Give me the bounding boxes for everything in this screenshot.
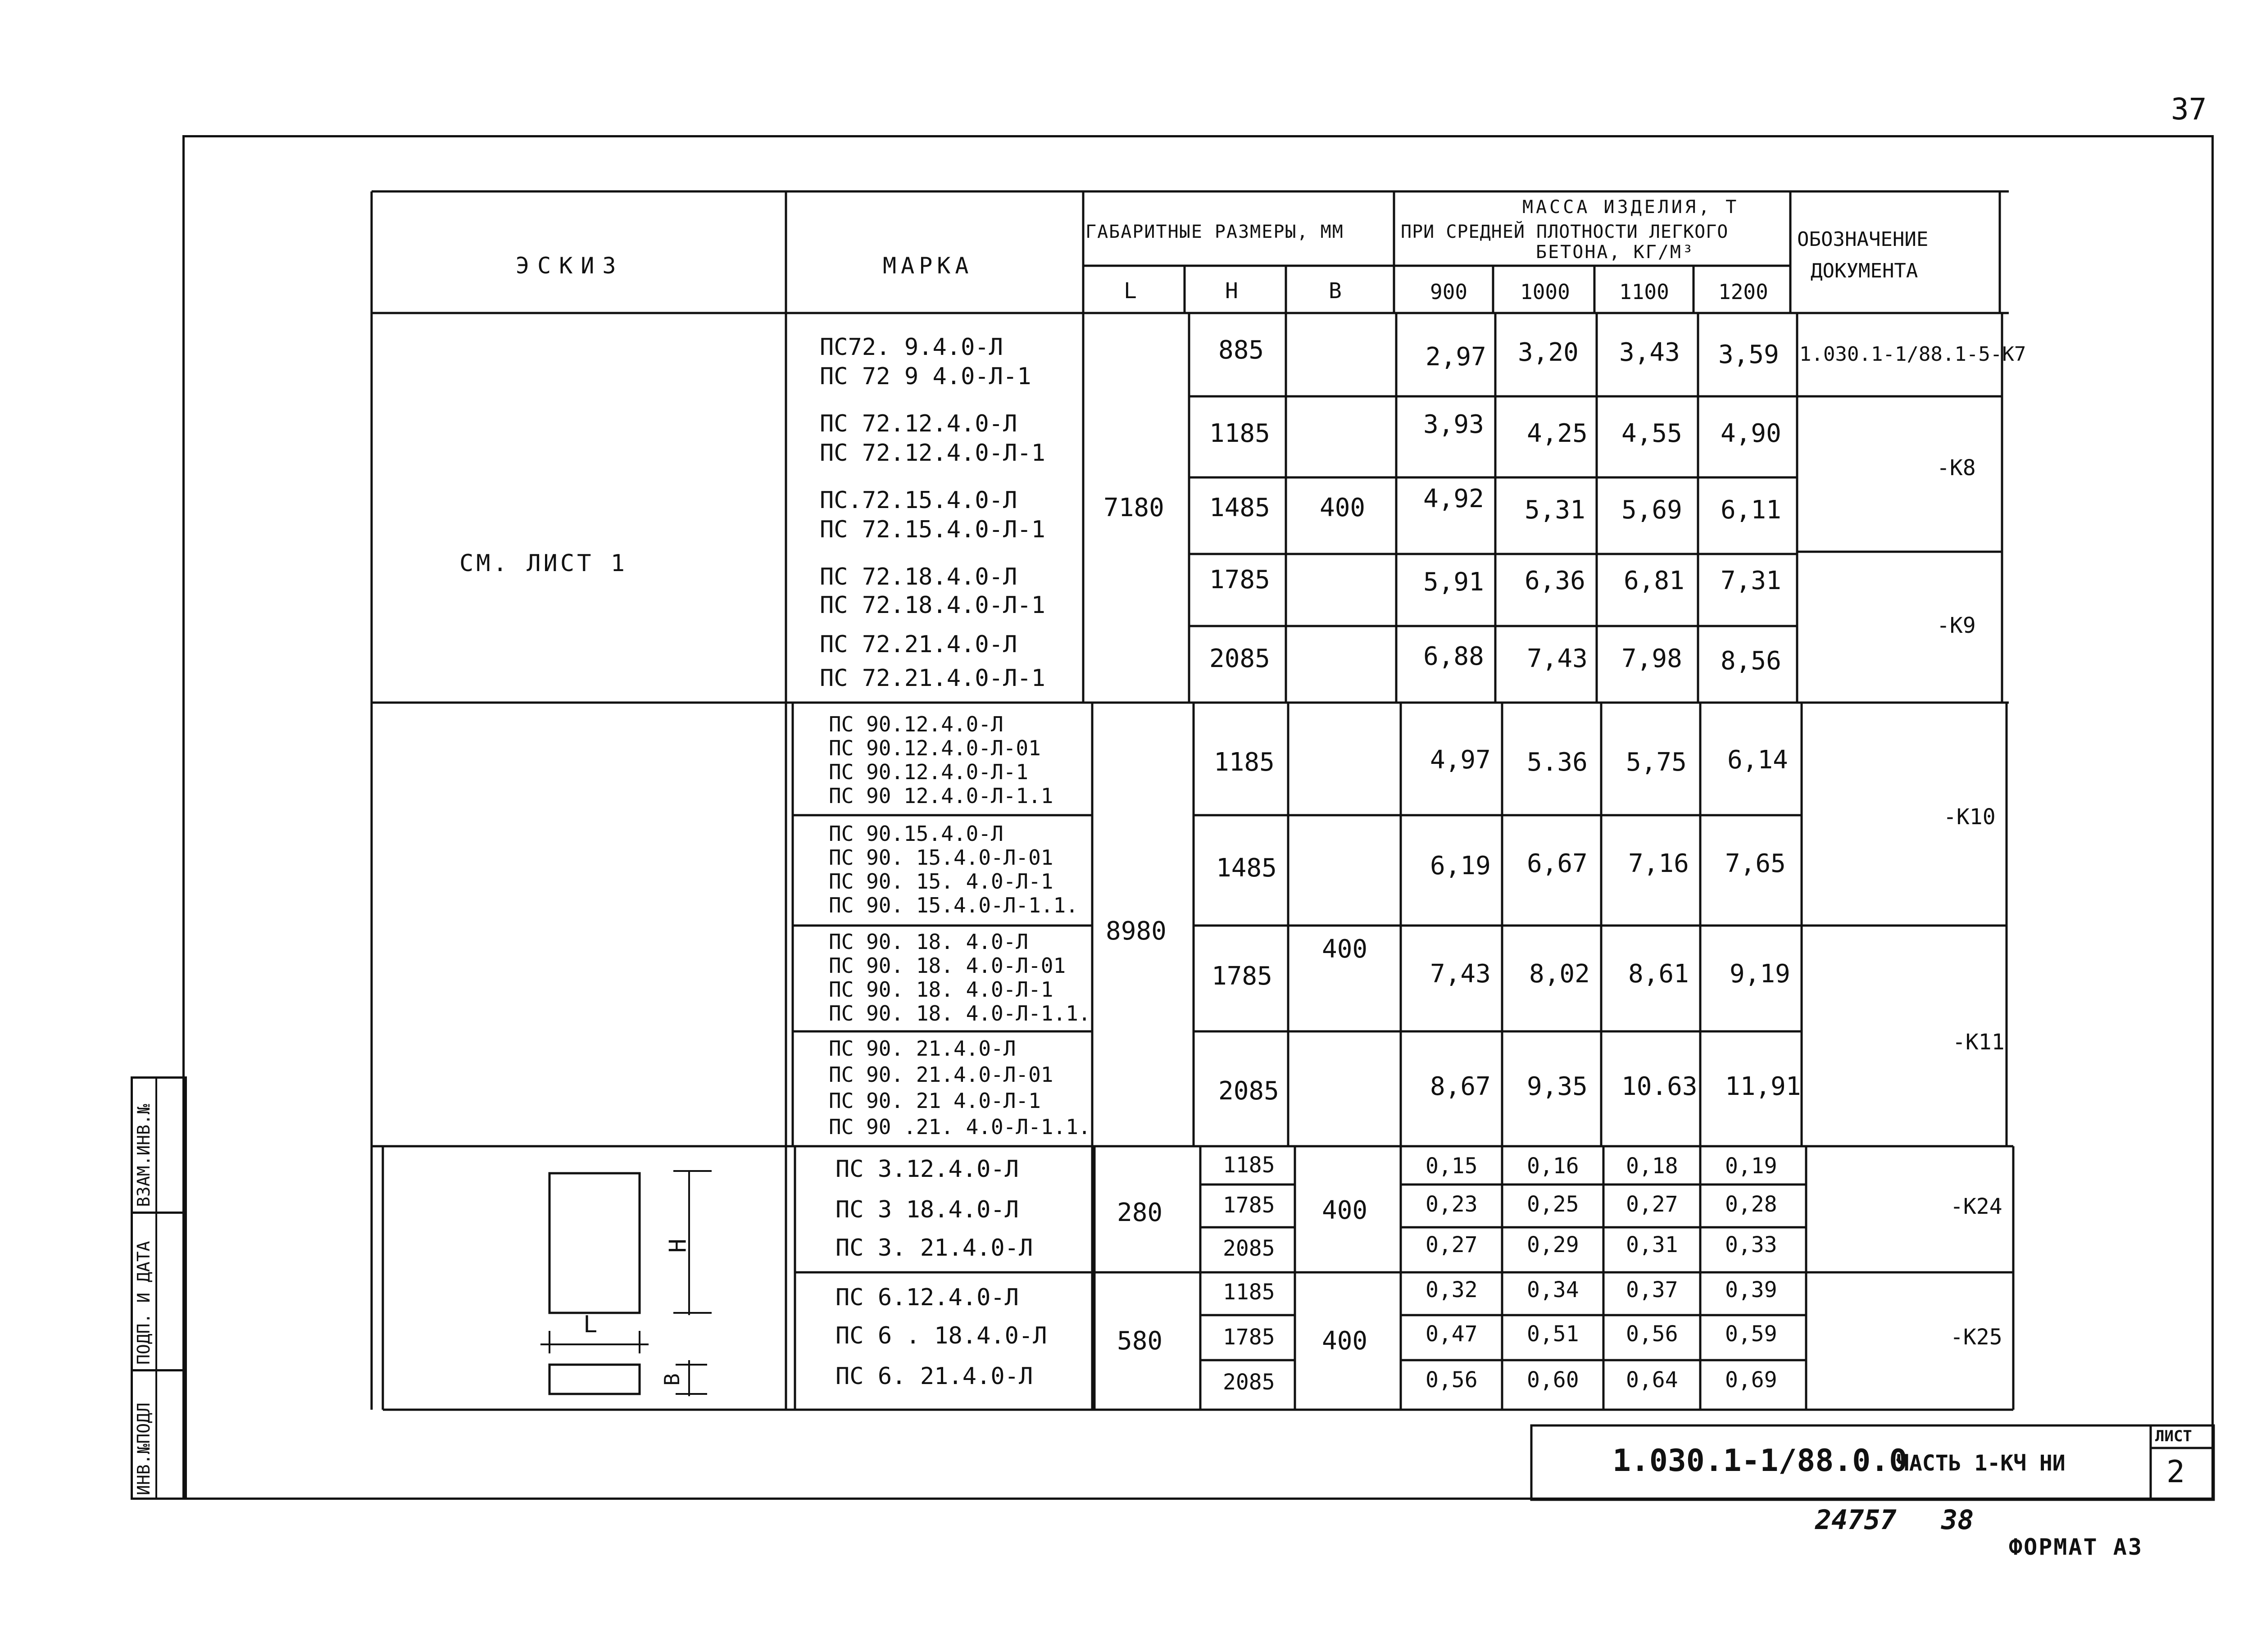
- mark-g1-r1-b: ПС 72 9 4.0-Л-1: [820, 363, 1031, 390]
- g2-r2-m1200: 7,65: [1725, 849, 1786, 878]
- g3-r1-m900: 0,15: [1426, 1153, 1478, 1179]
- g3-r1-m1200: 0,19: [1725, 1153, 1777, 1179]
- mark-g2-r4-a: ПС 90. 21.4.0-Л: [829, 1036, 1016, 1061]
- g3-r1-H: 1185: [1223, 1153, 1275, 1178]
- mark-g1-r5-a: ПС 72.21.4.0-Л: [820, 631, 1017, 658]
- g1-doc-3: -К9: [1937, 613, 1976, 638]
- g3-r3-H: 2085: [1223, 1236, 1275, 1261]
- g2-r4-H: 2085: [1218, 1076, 1279, 1106]
- g4-doc: -К25: [1950, 1325, 2002, 1350]
- stamp-sheet-label: ЛИСТ: [2155, 1427, 2192, 1445]
- g1-r5-m900: 6,88: [1423, 642, 1484, 671]
- g3-r1-m1100: 0,18: [1626, 1153, 1678, 1179]
- g4-L: 580: [1117, 1326, 1163, 1356]
- g1-B: 400: [1320, 493, 1366, 522]
- g1-r5-m1100: 7,98: [1621, 644, 1682, 673]
- stamp-sheet: 2: [2166, 1454, 2185, 1490]
- format-label: ФОРМАТ А3: [2009, 1534, 2143, 1560]
- mark-g2-r4-b: ПС 90. 21.4.0-Л-01: [829, 1062, 1053, 1087]
- g4-r1-m1100: 0,37: [1626, 1277, 1678, 1303]
- g2-r3-m1200: 9,19: [1730, 959, 1790, 989]
- g2-L: 8980: [1106, 917, 1167, 946]
- g4-r2-m900: 0,47: [1426, 1321, 1478, 1347]
- g1-r1-m1200: 3,59: [1718, 340, 1779, 369]
- g1-r3-m1000: 5,31: [1525, 495, 1585, 525]
- g3-r1-m1000: 0,16: [1527, 1153, 1579, 1179]
- g4-r1-m900: 0,32: [1426, 1277, 1478, 1303]
- g1-r5-m1000: 7,43: [1527, 644, 1588, 673]
- mark-g2-r3-a: ПС 90. 18. 4.0-Л: [829, 930, 1029, 954]
- g3-r3-m900: 0,27: [1426, 1232, 1478, 1257]
- g4-r3-m1000: 0,60: [1527, 1367, 1579, 1393]
- mark-g2-r3-b: ПС 90. 18. 4.0-Л-01: [829, 953, 1066, 978]
- g2-r4-m1100: 10.63: [1621, 1072, 1698, 1101]
- header-dim-L: L: [1124, 278, 1137, 304]
- g4-r3-m900: 0,56: [1426, 1367, 1478, 1393]
- g2-doc-1: -К10: [1943, 804, 1996, 830]
- g1-r2-m1000: 4,25: [1527, 419, 1588, 448]
- mark-g2-r3-c: ПС 90. 18. 4.0-Л-1: [829, 977, 1053, 1002]
- g2-r1-H: 1185: [1214, 748, 1275, 777]
- mark-g3-r2: ПС 3 18.4.0-Л: [835, 1196, 1019, 1223]
- page-number: 37: [2171, 92, 2207, 127]
- g4-r2-m1000: 0,51: [1527, 1321, 1579, 1347]
- mark-g2-r2-a: ПС 90.15.4.0-Л: [829, 821, 1003, 846]
- g3-r2-m1200: 0,28: [1725, 1192, 1777, 1217]
- g3-r3-m1000: 0,29: [1527, 1232, 1579, 1257]
- footer-page: 38: [1941, 1504, 1974, 1536]
- header-density-1200: 1200: [1718, 280, 1768, 304]
- mark-g2-r2-c: ПС 90. 15. 4.0-Л-1: [829, 869, 1053, 894]
- header-mark: МАРКА: [883, 253, 973, 279]
- header-dims: ГАБАРИТНЫЕ РАЗМЕРЫ, ММ: [1085, 222, 1344, 242]
- header-mass-2: ПРИ СРЕДНЕЙ ПЛОТНОСТИ ЛЕГКОГО: [1401, 222, 1729, 242]
- g2-r4-m1000: 9,35: [1527, 1072, 1588, 1101]
- g1-r1-H: 885: [1218, 336, 1264, 365]
- g1-doc-2: -К8: [1937, 455, 1976, 481]
- g1-r4-m900: 5,91: [1423, 567, 1484, 597]
- g1-r3-m900: 4,92: [1423, 484, 1484, 513]
- g4-r2-m1200: 0,59: [1725, 1321, 1777, 1347]
- mark-g3-r1: ПС 3.12.4.0-Л: [835, 1156, 1019, 1183]
- g1-r3-m1100: 5,69: [1621, 495, 1682, 525]
- g4-r1-H: 1185: [1223, 1280, 1275, 1305]
- g1-r2-H: 1185: [1209, 419, 1270, 448]
- header-dim-B: В: [1329, 278, 1342, 304]
- header-density-900: 900: [1430, 280, 1468, 304]
- g2-r4-m1200: 11,91: [1725, 1072, 1801, 1101]
- g2-r2-m1000: 6,67: [1527, 849, 1588, 878]
- mark-g4-r2: ПС 6 . 18.4.0-Л: [835, 1322, 1047, 1349]
- header-doc-2: ДОКУМЕНТА: [1811, 259, 1918, 282]
- stamp-code: 1.030.1-1/88.0.0: [1612, 1443, 1908, 1479]
- g4-r1-m1200: 0,39: [1725, 1277, 1777, 1303]
- g3-r3-m1200: 0,33: [1725, 1232, 1777, 1257]
- g2-r2-m1100: 7,16: [1628, 849, 1689, 878]
- g2-r3-m1000: 8,02: [1529, 959, 1590, 989]
- g4-r3-m1200: 0,69: [1725, 1367, 1777, 1393]
- g2-r1-m1000: 5.36: [1527, 748, 1588, 777]
- header-dim-H: Н: [1225, 278, 1238, 304]
- sketch-label-h: Н: [664, 1239, 692, 1253]
- g4-r1-m1000: 0,34: [1527, 1277, 1579, 1303]
- header-density-1000: 1000: [1520, 280, 1570, 304]
- g1-r5-m1200: 8,56: [1721, 646, 1781, 676]
- g2-r1-m900: 4,97: [1430, 745, 1491, 775]
- g1-r3-H: 1485: [1209, 493, 1270, 522]
- g1-r2-m900: 3,93: [1423, 410, 1484, 439]
- g1-doc-1: 1.030.1-1/88.1-5-К7: [1799, 343, 2026, 366]
- header-doc-1: ОБОЗНАЧЕНИЕ: [1797, 228, 1929, 251]
- g2-r3-m1100: 8,61: [1628, 959, 1689, 989]
- mark-g4-r3: ПС 6. 21.4.0-Л: [835, 1363, 1033, 1390]
- g3-r3-m1100: 0,31: [1626, 1232, 1678, 1257]
- g4-r3-m1100: 0,64: [1626, 1367, 1678, 1393]
- mark-g2-r2-d: ПС 90. 15.4.0-Л-1.1.: [829, 893, 1078, 917]
- g1-r4-m1200: 7,31: [1721, 566, 1781, 595]
- g2-r2-H: 1485: [1216, 853, 1277, 883]
- mark-g1-r3-a: ПС.72.15.4.0-Л: [820, 487, 1017, 514]
- g2-doc-2: -К11: [1952, 1030, 2005, 1055]
- g3-L: 280: [1117, 1198, 1163, 1227]
- sketch-label-l: L: [583, 1311, 598, 1338]
- g4-r3-H: 2085: [1223, 1370, 1275, 1395]
- mark-g4-r1: ПС 6.12.4.0-Л: [835, 1284, 1019, 1311]
- side-label-sign: ПОДП. И ДАТА: [134, 1241, 154, 1365]
- g2-r1-m1100: 5,75: [1626, 748, 1687, 777]
- side-label-replace: ВЗАМ.ИНВ.№: [134, 1104, 154, 1207]
- g3-r2-m1100: 0,27: [1626, 1192, 1678, 1217]
- g1-r1-m1000: 3,20: [1518, 338, 1579, 367]
- mark-g1-r1-a: ПС72. 9.4.0-Л: [820, 334, 1003, 361]
- g3-B: 400: [1322, 1196, 1368, 1225]
- header-density-1100: 1100: [1619, 280, 1669, 304]
- g2-r3-m900: 7,43: [1430, 959, 1491, 989]
- mark-g1-r5-b: ПС 72.21.4.0-Л-1: [820, 665, 1045, 692]
- g2-r3-H: 1785: [1212, 962, 1272, 991]
- g3-r2-m900: 0,23: [1426, 1192, 1478, 1217]
- g2-r2-m900: 6,19: [1430, 851, 1491, 880]
- mark-g1-r2-b: ПС 72.12.4.0-Л-1: [820, 440, 1045, 467]
- stamp-part: ЧАСТЬ 1-КЧ НИ: [1896, 1451, 2066, 1476]
- header-sketch: ЭСКИЗ: [516, 253, 624, 279]
- g1-L: 7180: [1103, 493, 1164, 522]
- mark-g1-r3-b: ПС 72.15.4.0-Л-1: [820, 516, 1045, 543]
- mark-g2-r3-d: ПС 90. 18. 4.0-Л-1.1.: [829, 1001, 1091, 1026]
- g4-r2-H: 1785: [1223, 1325, 1275, 1350]
- mark-g2-r1-b: ПС 90.12.4.0-Л-01: [829, 736, 1041, 760]
- mark-g1-r4-a: ПС 72.18.4.0-Л: [820, 563, 1017, 590]
- g1-r4-m1100: 6,81: [1624, 566, 1684, 595]
- mark-g2-r1-c: ПС 90.12.4.0-Л-1: [829, 760, 1029, 784]
- g3-doc: -К24: [1950, 1194, 2002, 1219]
- sketch-label-b: В: [659, 1373, 684, 1386]
- g2-r1-m1200: 6,14: [1727, 745, 1788, 775]
- header-mass-1: МАССА ИЗДЕЛИЯ, Т: [1522, 197, 1739, 218]
- mark-g2-r1-d: ПС 90 12.4.0-Л-1.1: [829, 784, 1053, 808]
- g3-r2-H: 1785: [1223, 1193, 1275, 1218]
- g4-r2-m1100: 0,56: [1626, 1321, 1678, 1347]
- mark-g1-r4-b: ПС 72.18.4.0-Л-1: [820, 592, 1045, 619]
- g1-r1-m1100: 3,43: [1619, 338, 1680, 367]
- g2-r4-m900: 8,67: [1430, 1072, 1491, 1101]
- mark-g2-r2-b: ПС 90. 15.4.0-Л-01: [829, 845, 1053, 870]
- g1-r2-m1200: 4,90: [1721, 419, 1781, 448]
- g1-r5-H: 2085: [1209, 644, 1270, 673]
- g1-r3-m1200: 6,11: [1721, 495, 1781, 525]
- g4-B: 400: [1322, 1326, 1368, 1356]
- mark-g1-r2-a: ПС 72.12.4.0-Л: [820, 410, 1017, 437]
- mark-g2-r4-c: ПС 90. 21 4.0-Л-1: [829, 1089, 1041, 1113]
- sketch-ref: СМ. ЛИСТ 1: [459, 550, 628, 577]
- g1-r4-m1000: 6,36: [1525, 566, 1585, 595]
- g1-r1-m900: 2,97: [1426, 342, 1486, 372]
- g3-r2-m1000: 0,25: [1527, 1192, 1579, 1217]
- mark-g2-r1-a: ПС 90.12.4.0-Л: [829, 712, 1003, 736]
- g2-B: 400: [1322, 935, 1368, 964]
- g1-r4-H: 1785: [1209, 565, 1270, 595]
- mark-g3-r3: ПС 3. 21.4.0-Л: [835, 1234, 1033, 1262]
- side-label-inv: ИНВ.№ПОДЛ: [134, 1402, 154, 1495]
- header-mass-3: БЕТОНА, КГ/М³: [1536, 242, 1695, 263]
- footer-number: 24757: [1815, 1504, 1897, 1536]
- g1-r2-m1100: 4,55: [1621, 419, 1682, 448]
- mark-g2-r4-d: ПС 90 .21. 4.0-Л-1.1.: [829, 1115, 1091, 1139]
